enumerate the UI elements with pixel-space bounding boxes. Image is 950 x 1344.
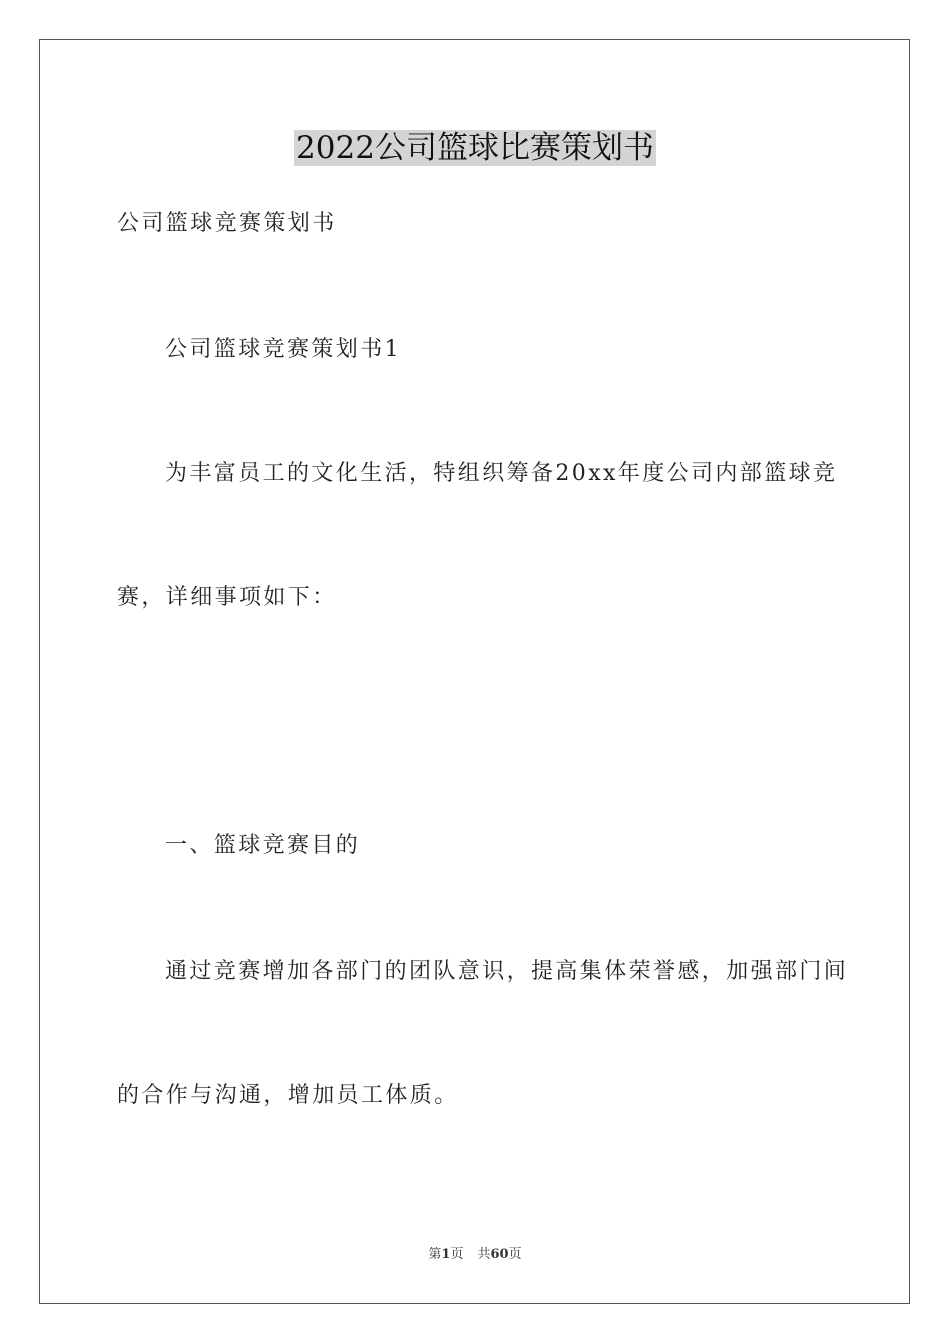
footer-total-pages: 60	[490, 1247, 509, 1262]
section-heading-purpose: 一、篮球竞赛目的	[165, 833, 361, 858]
footer-total-suffix: 页	[508, 1247, 522, 1262]
paragraph-purpose-line-2: 的合作与沟通，增加员工体质。	[117, 1083, 459, 1108]
footer-page-prefix: 第	[428, 1247, 442, 1262]
footer-page-number: 1	[441, 1247, 451, 1262]
footer-page-suffix: 页	[450, 1247, 464, 1262]
paragraph-purpose-line-1: 通过竞赛增加各部门的团队意识，提高集体荣誉感，加强部门间	[165, 959, 849, 984]
paragraph-heading: 公司篮球竞赛策划书	[117, 211, 337, 236]
paragraph-intro-line-2: 赛，详细事项如下：	[117, 585, 337, 610]
footer-total-prefix: 共	[477, 1247, 491, 1262]
document-title-text: 2022公司篮球比赛策划书	[296, 130, 654, 166]
page-footer	[0, 1246, 950, 1264]
paragraph-intro-line-1: 为丰富员工的文化生活，特组织筹备20xx年度公司内部篮球竞	[165, 461, 838, 486]
paragraph-subheading: 公司篮球竞赛策划书1	[165, 337, 401, 362]
document-title	[0, 126, 950, 170]
